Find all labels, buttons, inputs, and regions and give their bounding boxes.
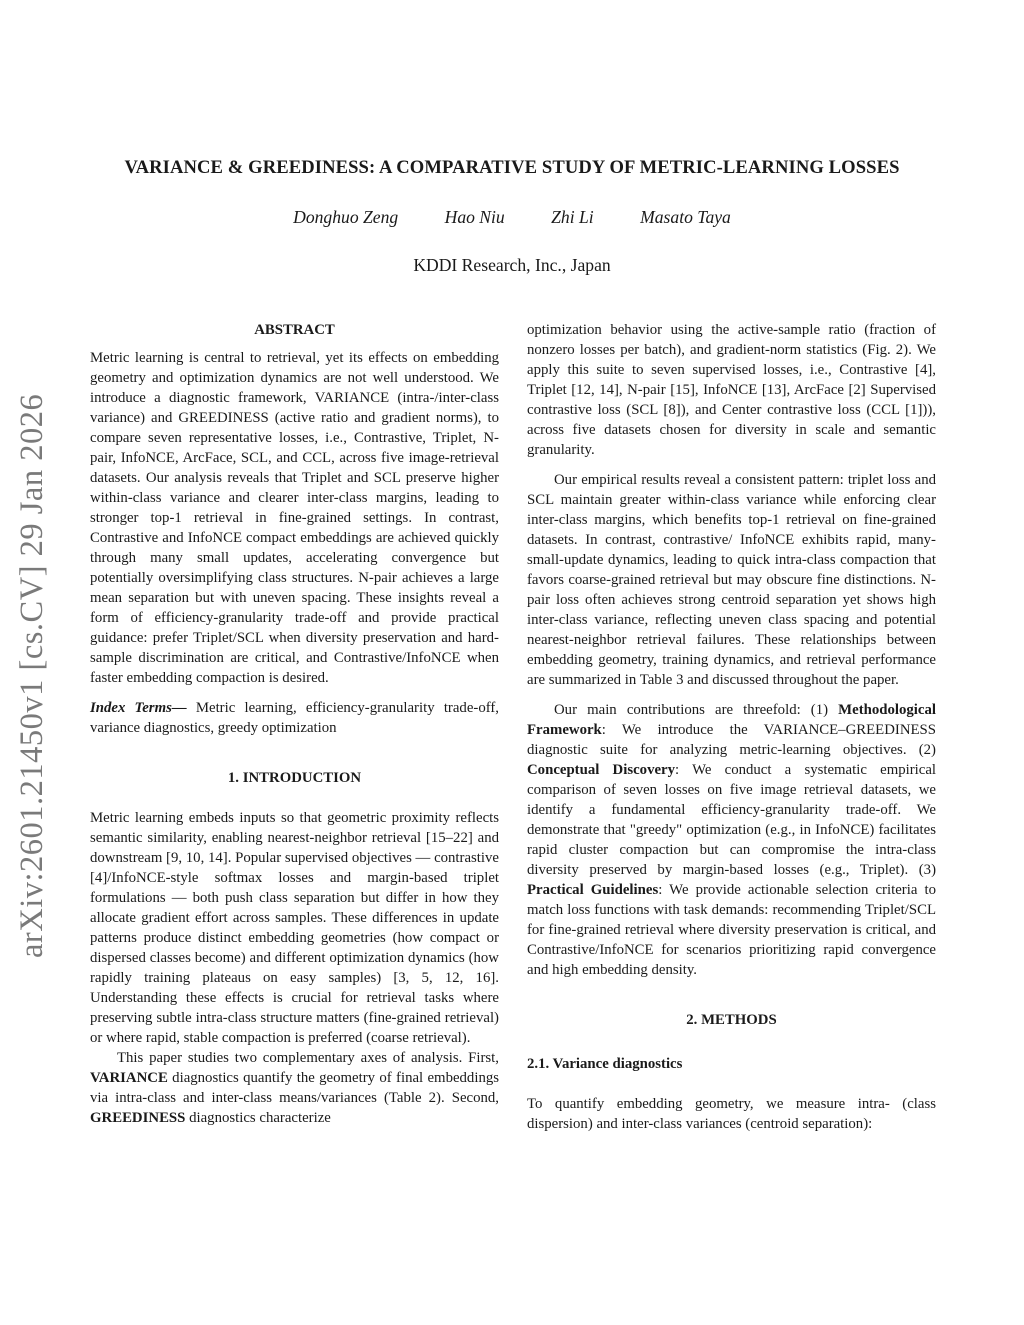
- index-terms-text: Metric learning, efficiency-granularity trade-off, variance diagnostics, greedy optimization: [90, 700, 500, 736]
- author-name: Donghuo Zeng: [293, 207, 399, 227]
- right-column: [527, 320, 936, 1134]
- index-terms: [90, 698, 499, 738]
- affiliation: KDDI Research, Inc., Japan: [413, 255, 611, 275]
- author-name: Hao Niu: [444, 207, 505, 227]
- author-list: [0, 207, 1024, 228]
- index-terms-label: Index Terms—: [90, 700, 187, 716]
- paper-title: VARIANCE & GREEDINESS: A COMPARATIVE STUDY OF METRIC-LEARNING LOSSES: [124, 157, 900, 178]
- abstract-heading: ABSTRACT: [254, 322, 335, 338]
- intro-paragraph-2: This paper studies two complementary axes of analysis. First, VARIANCE diagnostics quantify the geometry of final embeddings via intra-class and inter-class means/variances (Table 2). Second, GREEDINESS diagnostics characterize: [90, 1050, 499, 1126]
- intro-paragraph-4: Our main contributions are threefold: (1) Methodological Framework: We introduce the VARIANCE–GREEDINESS diagnostic suite for analyzing metric-learning objectives. (2) Conceptual Discovery: We conduct a systematic empirical comparison of seven losses on five image retrieval datasets, we identify a fundamental efficiency-granularity trade-off. We demonstrate that "greedy" optimization (e.g., in InfoNCE) facilitates rapid cluster compaction but can compromise the intra-class diversity preserved by margin-based losses (e.g., Triplet). (3) Practical Guidelines: We provide actionable selection criteria to match loss functions with task demands: recommending Triplet/SCL for fine-grained retrieval where diversity preservation is critical, and Contrastive/InfoNCE for scenarios prioritizing rapid convergence and high embedding density.: [527, 702, 936, 978]
- left-column: [90, 320, 499, 1128]
- intro-paragraph-3: Our empirical results reveal a consistent pattern: triplet loss and SCL maintain greater within-class variance while enforcing clear inter-class margins, which benefits top-1 retrieval on fine-grained datasets. In contrast, contrastive/ InfoNCE exhibits rapid, many-small-update dynamics, leading to quick intra-class compaction that favors coarse-grained retrieval but may obscure fine distinctions. N-pair loss often achieves strong centroid separation yet shows high inter-class variance, reflecting uneven class spacing and potential nearest-neighbor retrieval failures. These relationships between embedding geometry, training dynamics, and retrieval performance are summarized in Table 3 and discussed throughout the paper.: [527, 472, 936, 688]
- author-name: Zhi Li: [551, 207, 594, 227]
- intro-paragraph-2-cont: optimization behavior using the active-sample ratio (fraction of nonzero losses per batch), and gradient-norm statistics (Fig. 2). We apply this suite to seven supervised losses, i.e., Contrastive [4], Triplet [12, 14], N-pair [15], InfoNCE [13], ArcFace [2] Supervised contrastive loss (SCL [8]), and Center contrastive loss (CCL [1])), across five datasets chosen for diversity in scale and semantic granularity.: [527, 322, 936, 458]
- methods-paragraph-1: To quantify embedding geometry, we measure intra- (class dispersion) and inter-class variances (centroid separation):: [527, 1096, 936, 1132]
- subsection-heading: 2.1. Variance diagnostics: [527, 1056, 683, 1072]
- author-name: Masato Taya: [640, 207, 731, 227]
- abstract-text: Metric learning is central to retrieval, yet its effects on embedding geometry and optimization dynamics are not well understood. We introduce a diagnostic framework, VARIANCE (intra-/inter-class variance) and GREEDINESS (active ratio and gradient norms), to compare seven representative losses, i.e., Contrastive, Triplet, N-pair, InfoNCE, ArcFace, SCL, and CCL, across five image-retrieval datasets. Our analysis reveals that Triplet and SCL preserve higher within-class variance and clearer inter-class margins, leading to stronger top-1 retrieval in fine-grained settings. In contrast, Contrastive and InfoNCE compact embeddings are achieved quickly through many small updates, accelerating convergence but potentially oversimplifying class structures. N-pair achieves a large mean separation but with uneven spacing. These insights reveal a form of efficiency-granularity trade-off and provide practical guidance: prefer Triplet/SCL when diversity preservation and hard-sample discrimination are critical, and Contrastive/InfoNCE when faster embedding compaction is desired.: [90, 350, 499, 686]
- methods-heading: 2. METHODS: [686, 1012, 777, 1028]
- intro-heading: 1. INTRODUCTION: [227, 770, 362, 786]
- intro-paragraph-1: Metric learning embeds inputs so that geometric proximity reflects semantic similarity, enabling nearest-neighbor retrieval [15–22] and downstream [9, 10, 14]. Popular supervised objectives — contrastive [4]/InfoNCE-style softmax losses and margin-based triplet formulations — both push class separation but differ in how they allocate gradient effort across samples. These differences in update patterns produce distinct embedding geometries (how compact or dispersed classes become) and different optimization dynamics (how rapidly training plateaus on easy samples) [3, 5, 12, 16]. Understanding these effects is crucial for retrieval tasks where preserving subtle intra-class structure matters (fine-grained retrieval) or where rapid, stable compaction is preferred (coarse retrieval).: [90, 810, 499, 1046]
- arxiv-stamp: arXiv:2601.21450v1 [cs.CV] 29 Jan 2026: [14, 393, 50, 958]
